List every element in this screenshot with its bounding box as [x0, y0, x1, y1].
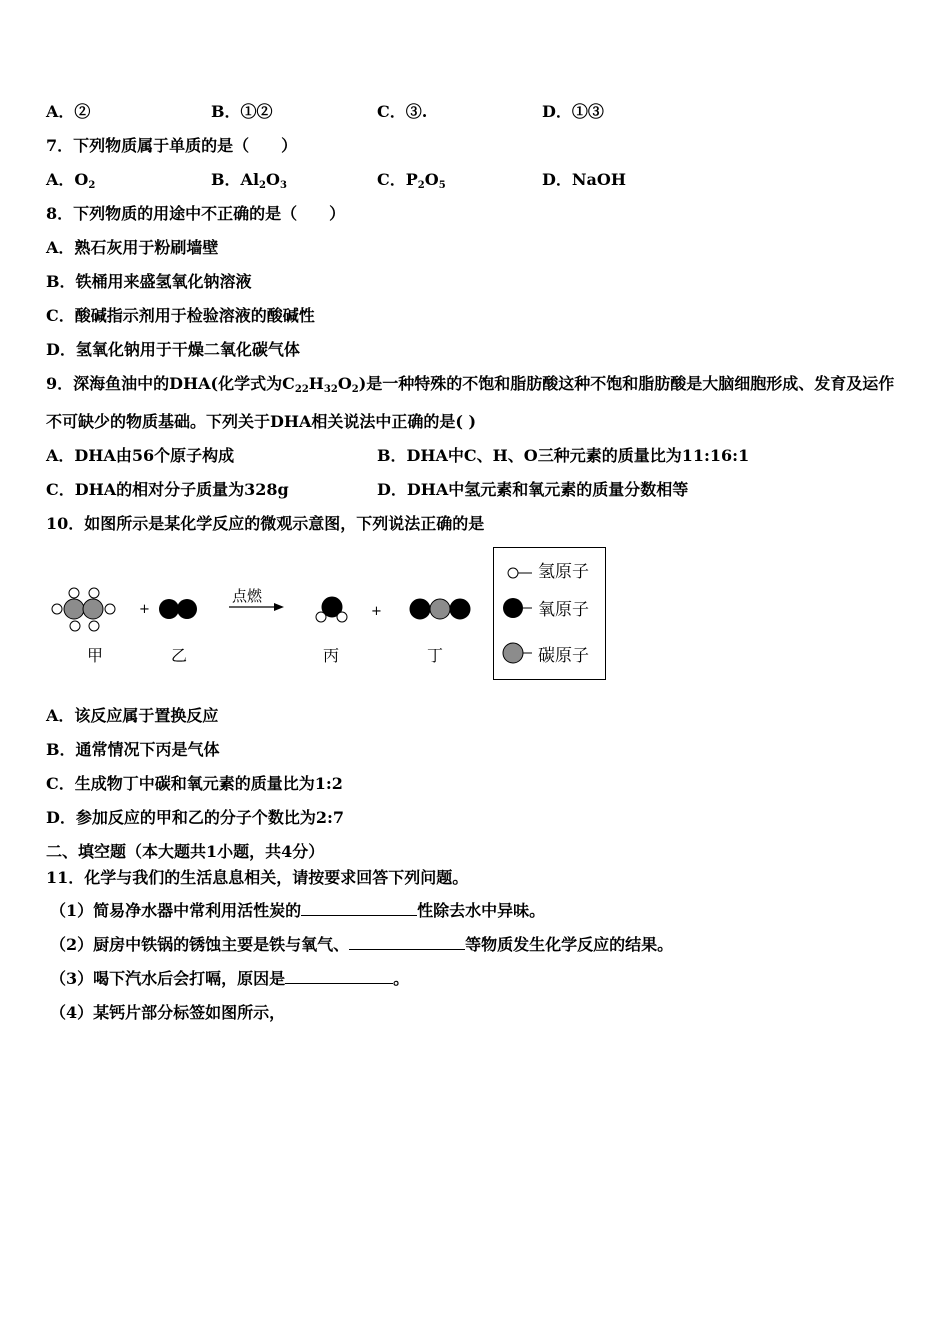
q8-option-c: C．酸碱指示剂用于检验溶液的酸碱性 [46, 306, 315, 325]
q10-option-d: D．参加反应的甲和乙的分子个数比为2:7 [46, 808, 345, 827]
q8-option-d: D．氢氧化钠用于干燥二氧化碳气体 [46, 340, 300, 359]
q6-option-d-letter: D． [542, 102, 572, 121]
jia-hydrogen-atom [89, 588, 99, 598]
q11-part3-pre: （3）喝下汽水后会打嗝，原因是 [50, 969, 286, 988]
legend-oxygen-label: 氧原子 [538, 600, 589, 620]
molecule-jia [52, 588, 115, 631]
jia-carbon-atom [64, 599, 84, 619]
jia-hydrogen-atom [70, 621, 80, 631]
yi-oxygen-atom [177, 599, 197, 619]
q11-part3-blank[interactable] [285, 969, 393, 984]
q10-option-a: A．该反应属于置换反应 [46, 706, 219, 725]
q9-h: H [308, 374, 324, 393]
q9-sub-2: 2 [351, 384, 359, 395]
q7-stem: 7．下列物质属于单质的是（ ） [46, 136, 298, 155]
q7-option-c-letter: C． [377, 170, 406, 189]
q7-option-d [542, 170, 626, 190]
label-yi: 乙 [171, 646, 188, 665]
q9-option-b: B．DHA中C、H、O三种元素的质量比为11:16:1 [377, 446, 750, 465]
q7-option-d-text: NaOH [571, 170, 626, 189]
q9-option-a: A．DHA由56个原子构成 [46, 446, 235, 465]
q7-option-b-sub1: 2 [259, 180, 266, 191]
q10-stem: 10．如图所示是某化学反应的微观示意图，下列说法正确的是 [46, 514, 485, 533]
q11-part1 [50, 901, 545, 921]
q11-part1-blank[interactable] [301, 901, 417, 916]
q7-option-c-sub2: 5 [438, 180, 446, 191]
q9-stem-line1 [46, 374, 894, 394]
q6-option-a [46, 102, 90, 122]
q9-stem-line2: 不可缺少的物质基础。下列关于DHA相关说法中正确的是( ) [46, 412, 477, 431]
molecule-bing [316, 597, 347, 622]
legend-hydrogen-label: 氢原子 [538, 562, 589, 582]
q8-option-b: B．铁桶用来盛氢氧化钠溶液 [46, 272, 252, 291]
legend-carbon-icon [503, 643, 523, 663]
bing-hydrogen-atom [316, 612, 326, 622]
legend-hydrogen-icon [508, 568, 518, 578]
q10-option-b: B．通常情况下丙是气体 [46, 740, 220, 759]
q7-option-c [377, 170, 446, 190]
q7-option-c-sub1: 2 [417, 180, 425, 191]
ding-oxygen-atom [450, 599, 470, 619]
legend-carbon-label: 碳原子 [538, 646, 589, 666]
q7-option-d-letter: D． [542, 170, 572, 189]
jia-hydrogen-atom [52, 604, 62, 614]
q11-part4: （4）某钙片部分标签如图所示， [50, 1003, 286, 1022]
jia-carbon-atom [83, 599, 103, 619]
plus-sign-2: + [371, 604, 382, 619]
q8-option-a: A．熟石灰用于粉刷墙壁 [46, 238, 219, 257]
q9-option-d: D．DHA中氢元素和氧元素的质量分数相等 [377, 480, 689, 499]
q9-option-c: C．DHA的相对分子质量为328g [46, 480, 289, 499]
q7-option-b-letter: B． [211, 170, 241, 189]
q6-option-c-letter: C． [377, 102, 406, 121]
legend-oxygen-icon [503, 598, 523, 618]
q6-option-a-letter: A． [46, 102, 75, 121]
ding-oxygen-atom [410, 599, 430, 619]
q6-option-b-text: ①② [240, 102, 273, 121]
q11-part3-post: 。 [393, 969, 410, 988]
q11-part2 [50, 935, 673, 955]
q11-part1-pre: （1）简易净水器中常利用活性炭的 [50, 901, 302, 920]
molecule-yi [159, 599, 197, 619]
q9-stem-part2: )是一种特殊的不饱和脂肪酸这种不饱和脂肪酸是大脑细胞形成、发育及运作 [358, 374, 895, 393]
q11-part3 [50, 969, 409, 989]
label-ding: 丁 [427, 646, 444, 665]
q7-option-a-sub: 2 [88, 180, 96, 191]
legend-hydrogen [508, 562, 589, 582]
q7-option-b-el1: Al [240, 170, 260, 189]
jia-hydrogen-atom [89, 621, 99, 631]
q9-stem-part1: 9．深海鱼油中的DHA(化学式为C [46, 374, 295, 393]
q6-option-a-text: ② [74, 102, 91, 121]
q6-option-b [211, 102, 273, 122]
molecule-ding [410, 599, 470, 619]
label-bing: 丙 [323, 646, 340, 665]
legend-oxygen [503, 598, 589, 620]
q11-part1-post: 性除去水中异味。 [417, 901, 546, 920]
legend-carbon [503, 643, 589, 666]
q7-option-c-el1: P [405, 170, 418, 189]
q10-option-c: C．生成物丁中碳和氧元素的质量比为1:2 [46, 774, 343, 793]
reaction-arrow-head [274, 603, 284, 611]
q11-part2-post: 等物质发生化学反应的结果。 [465, 935, 674, 954]
q6-option-c [377, 102, 427, 122]
q9-sub-32: 32 [323, 384, 338, 395]
reaction-condition: 点燃 [232, 587, 263, 605]
q6-option-d [542, 102, 604, 122]
reaction-diagram [46, 545, 616, 685]
q7-option-a [46, 170, 95, 190]
q11-part2-pre: （2）厨房中铁锅的锈蚀主要是铁与氧气、 [50, 935, 350, 954]
q8-stem: 8．下列物质的用途中不正确的是（ ） [46, 204, 346, 223]
yi-oxygen-atom [159, 599, 179, 619]
section-2-heading: 二、填空题（本大题共1小题，共4分） [46, 842, 325, 861]
q7-option-a-letter: A． [46, 170, 75, 189]
q9-o: O [337, 374, 352, 393]
label-jia: 甲 [87, 646, 104, 665]
q11-stem: 11．化学与我们的生活息息相关，请按要求回答下列问题。 [46, 868, 469, 887]
jia-hydrogen-atom [69, 588, 79, 598]
q6-option-d-text: ①③ [571, 102, 604, 121]
q11-part2-blank[interactable] [349, 935, 465, 950]
q7-option-b [211, 170, 287, 190]
q7-option-a-formula: O [74, 170, 89, 189]
q9-sub-22: 22 [294, 384, 309, 395]
plus-sign-1: + [139, 602, 150, 617]
q6-option-c-text: ③. [405, 102, 428, 121]
jia-hydrogen-atom [105, 604, 115, 614]
ding-carbon-atom [430, 599, 450, 619]
q7-option-c-el2: O [424, 170, 439, 189]
bing-hydrogen-atom [337, 612, 347, 622]
q7-option-b-sub2: 3 [279, 180, 287, 191]
q7-option-b-el2: O [266, 170, 280, 189]
q6-option-b-letter: B． [211, 102, 241, 121]
